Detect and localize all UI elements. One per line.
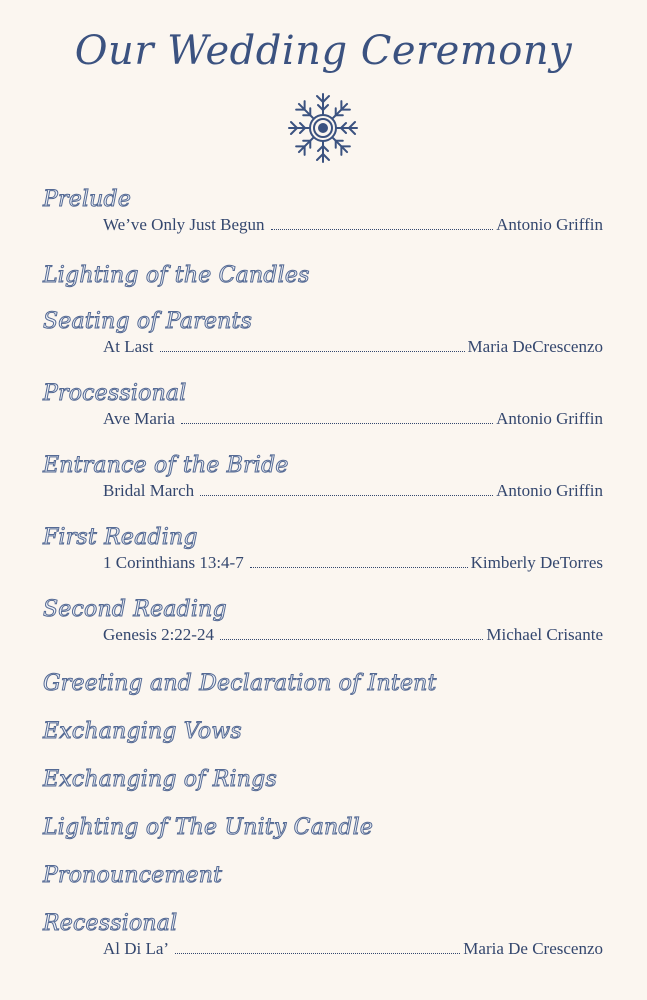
program-section [43,186,603,236]
section-heading: Lighting of The Unity Candle [43,815,374,840]
piece-title: Genesis 2:22-24 [103,625,214,644]
program-section [43,670,603,698]
dot-leader [200,495,493,496]
section-heading: Pronouncement [43,863,223,888]
piece-title: Bridal March [103,481,195,500]
piece-title: At Last [103,337,154,356]
section-heading: Entrance of the Bride [43,453,289,478]
performer-name: Antonio Griffin [496,481,603,500]
section-heading: Processional [43,381,187,406]
section-heading: Recessional [43,911,178,936]
section-heading: Lighting of the Candles [43,263,310,288]
program-section [43,718,603,746]
program-line [103,480,603,502]
program-section [43,862,603,890]
performer-name: Maria De Crescenzo [463,939,603,958]
program-section [43,262,603,290]
dot-leader [175,953,460,954]
section-heading: First Reading [43,525,198,550]
performer-name: Antonio Griffin [496,409,603,428]
performer-name: Maria DeCrescenzo [467,337,603,356]
dot-leader [271,229,494,230]
program-section [43,524,603,574]
snowflake-icon [283,88,363,168]
piece-title: We’ve Only Just Begun [103,215,265,234]
program-section [43,766,603,794]
page-title: Our Wedding Ceremony [74,28,573,74]
performer-name: Kimberly DeTorres [470,553,603,572]
dot-leader [160,351,465,352]
program-line [103,408,603,430]
piece-title: Al Di La’ [103,939,170,958]
program-line [103,624,603,646]
program-section [43,452,603,502]
dot-leader [220,639,483,640]
section-heading: Exchanging of Rings [43,767,277,792]
program-section [43,380,603,430]
section-heading: Second Reading [43,597,227,622]
section-heading: Exchanging Vows [43,719,242,744]
piece-title: 1 Corinthians 13:4-7 [103,553,244,572]
program-section [43,910,603,960]
section-heading: Greeting and Declaration of Intent [43,671,437,696]
program-line [103,336,603,358]
piece-title: Ave Maria [103,409,175,428]
section-heading: Seating of Parents [43,309,253,334]
dot-leader [181,423,493,424]
program-line [103,552,603,574]
section-heading: Prelude [43,187,132,212]
program-section [43,596,603,646]
program-section [43,308,603,358]
performer-name: Antonio Griffin [496,215,603,234]
performer-name: Michael Crisante [486,625,603,644]
program-line [103,938,603,960]
dot-leader [250,567,468,568]
program-section [43,814,603,842]
program-line [103,214,603,236]
